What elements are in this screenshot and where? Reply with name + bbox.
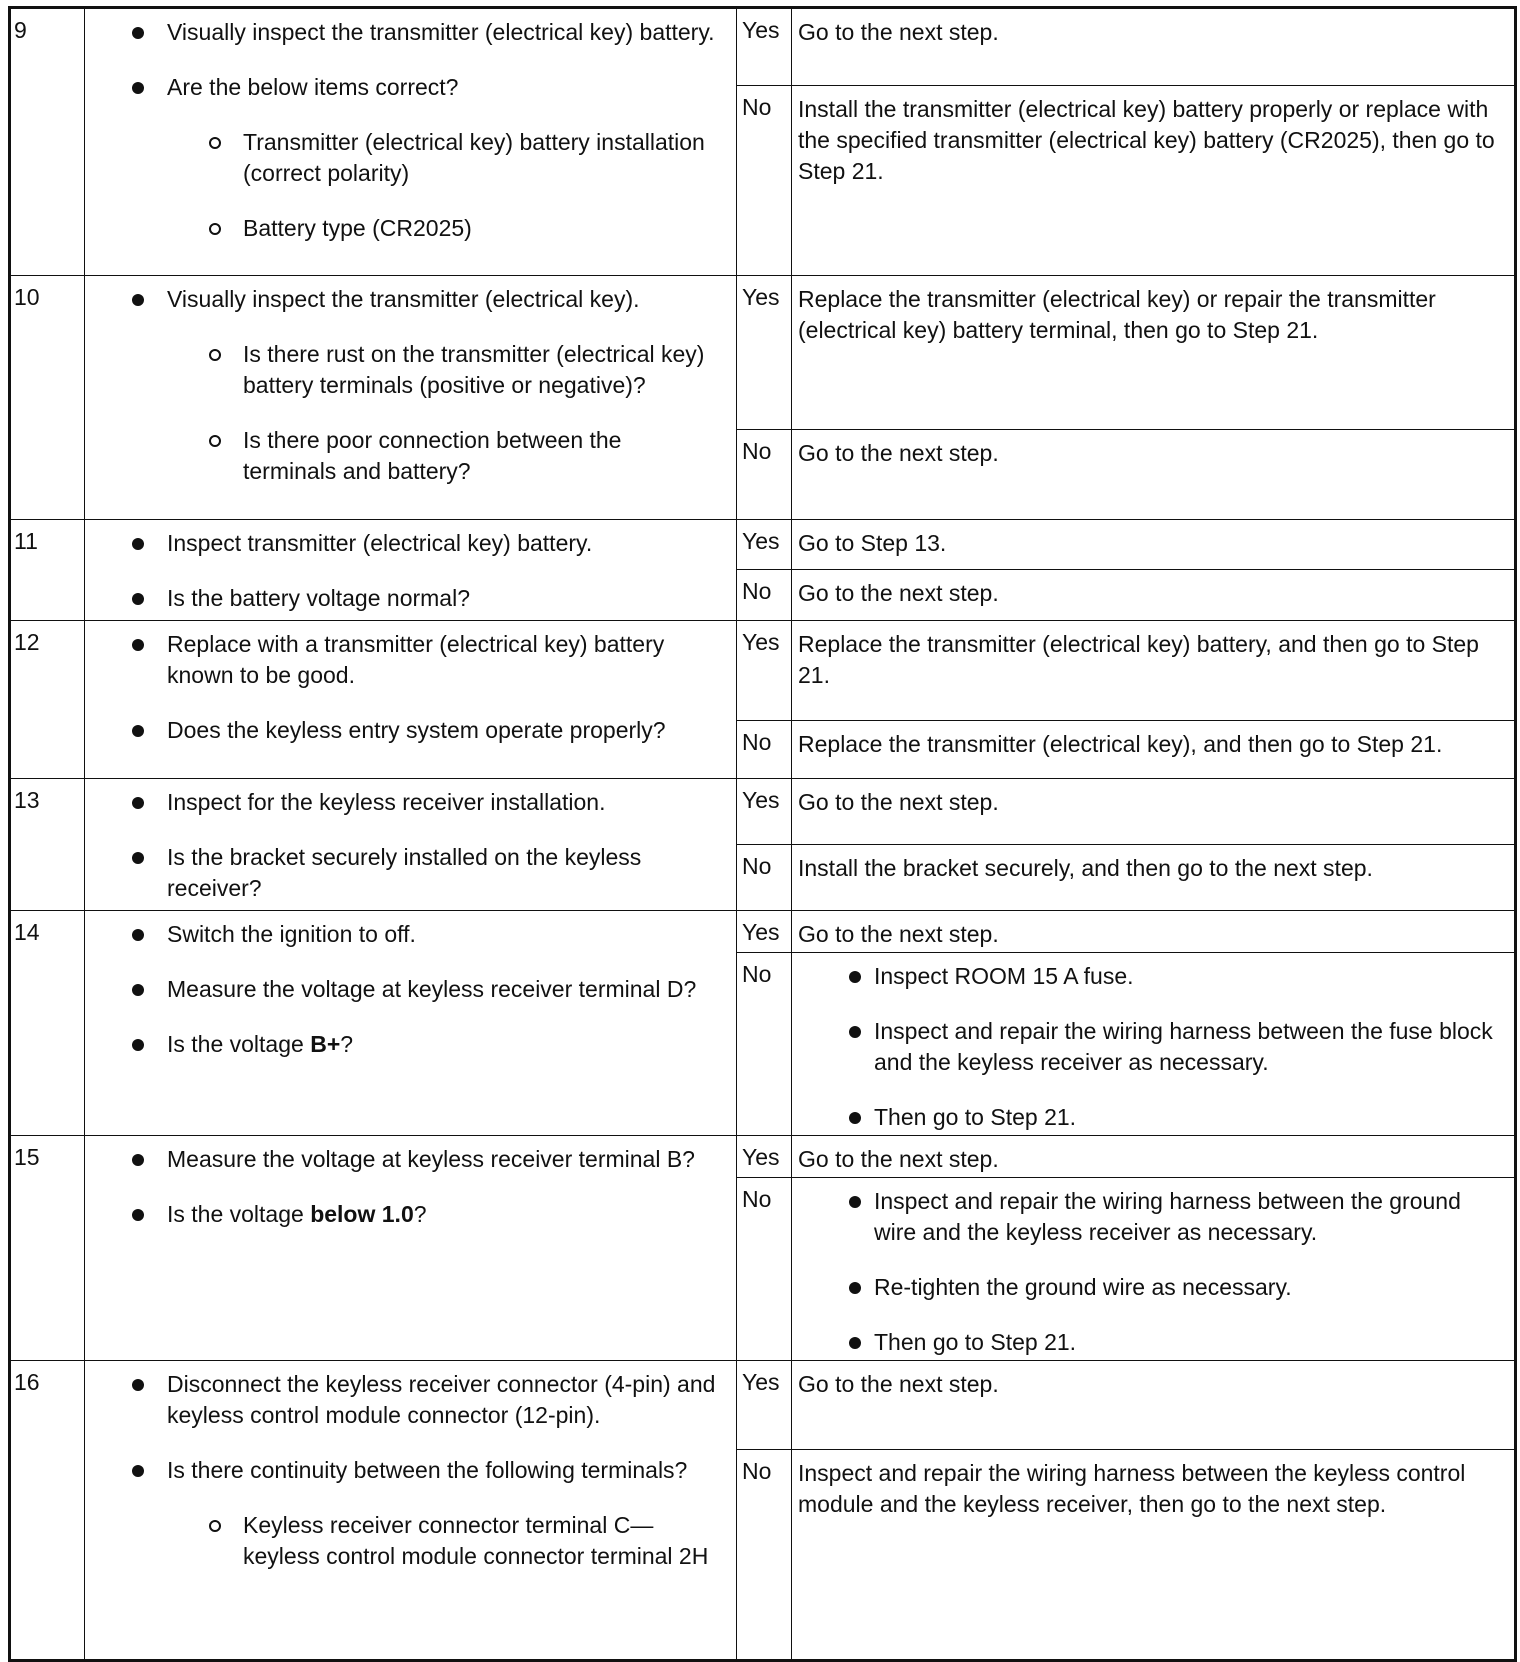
circle-bullet-icon bbox=[209, 1520, 221, 1532]
bullet-icon bbox=[849, 1196, 861, 1208]
list-item bbox=[798, 1016, 1502, 1078]
bullet-icon bbox=[132, 1209, 144, 1221]
sub-list-item bbox=[85, 339, 720, 401]
table-row bbox=[10, 520, 1516, 570]
list-item bbox=[798, 1272, 1502, 1303]
list-item bbox=[85, 17, 720, 48]
answer-no: No bbox=[737, 1178, 792, 1361]
step-number: 14 bbox=[10, 911, 85, 1136]
inspection-text: ? bbox=[413, 1201, 427, 1227]
voltage-spec: below 1.0 bbox=[310, 1201, 414, 1227]
step-number: 9 bbox=[10, 8, 85, 276]
action-text: Then go to Step 21. bbox=[874, 1329, 1077, 1355]
action-text: Then go to Step 21. bbox=[874, 1104, 1077, 1130]
action-no: Go to the next step. bbox=[792, 430, 1516, 520]
answer-no: No bbox=[737, 953, 792, 1136]
bullet-icon bbox=[132, 1465, 144, 1477]
action-no bbox=[792, 953, 1516, 1136]
step-number: 11 bbox=[10, 520, 85, 621]
voltage-spec: B+ bbox=[310, 1031, 341, 1057]
bullet-icon bbox=[132, 1039, 144, 1051]
sub-list-item bbox=[85, 425, 720, 487]
answer-no: No bbox=[737, 430, 792, 520]
inspection-subtext: Battery type (CR2025) bbox=[243, 215, 472, 241]
inspection-text: Is the bracket securely installed on the keyless receiver? bbox=[167, 844, 642, 901]
table-row bbox=[10, 911, 1516, 953]
table-row bbox=[10, 1361, 1516, 1450]
inspection-text: ? bbox=[340, 1031, 354, 1057]
table-row bbox=[10, 779, 1516, 845]
bullet-icon bbox=[132, 1379, 144, 1391]
bullet-icon bbox=[849, 1026, 861, 1038]
bullet-icon bbox=[132, 27, 144, 39]
action-no: Go to the next step. bbox=[792, 569, 1516, 620]
inspection-cell bbox=[85, 621, 737, 779]
inspection-text: Is the voltage bbox=[167, 1031, 311, 1057]
inspection-cell bbox=[85, 1361, 737, 1661]
answer-yes: Yes bbox=[737, 621, 792, 721]
list-item bbox=[85, 1369, 720, 1431]
list-item bbox=[798, 1327, 1502, 1358]
list-item bbox=[85, 919, 720, 950]
action-yes: Replace the transmitter (electrical key) battery, and then go to Step 21. bbox=[792, 621, 1516, 721]
list-item bbox=[798, 961, 1502, 992]
action-no: Inspect and repair the wiring harness between the keyless control module and the keyless receiver, then go to the next step. bbox=[792, 1450, 1516, 1661]
inspection-text: Disconnect the keyless receiver connector (4-pin) and keyless control module connector (12-pin). bbox=[167, 1371, 716, 1428]
sub-list-item bbox=[85, 213, 720, 244]
answer-no: No bbox=[737, 86, 792, 276]
bullet-icon bbox=[849, 1282, 861, 1294]
action-yes: Go to the next step. bbox=[792, 1361, 1516, 1450]
answer-yes: Yes bbox=[737, 779, 792, 845]
list-item bbox=[85, 1199, 720, 1230]
answer-yes: Yes bbox=[737, 1361, 792, 1450]
inspection-text: Is there continuity between the following terminals? bbox=[167, 1457, 688, 1483]
inspection-text: Switch the ignition to off. bbox=[167, 921, 416, 947]
step-number: 16 bbox=[10, 1361, 85, 1661]
action-no: Replace the transmitter (electrical key), and then go to Step 21. bbox=[792, 721, 1516, 779]
action-text: Inspect ROOM 15 A fuse. bbox=[874, 963, 1134, 989]
bullet-icon bbox=[132, 1154, 144, 1166]
list-item bbox=[85, 1455, 720, 1572]
answer-no: No bbox=[737, 1450, 792, 1661]
step-number: 12 bbox=[10, 621, 85, 779]
circle-bullet-icon bbox=[209, 223, 221, 235]
inspection-cell bbox=[85, 8, 737, 276]
action-yes: Go to Step 13. bbox=[792, 520, 1516, 570]
inspection-cell bbox=[85, 1136, 737, 1361]
bullet-icon bbox=[132, 929, 144, 941]
sub-list-item bbox=[85, 1510, 720, 1572]
answer-yes: Yes bbox=[737, 8, 792, 86]
list-item bbox=[798, 1186, 1502, 1248]
inspection-text: Inspect for the keyless receiver installation. bbox=[167, 789, 606, 815]
sub-list-item bbox=[85, 127, 720, 189]
list-item bbox=[85, 583, 720, 614]
list-item bbox=[85, 1029, 720, 1060]
list-item bbox=[85, 974, 720, 1005]
action-no: Install the transmitter (electrical key) battery properly or replace with the specified transmitter (electrical key) battery (CR2025), then go to Step 21. bbox=[792, 86, 1516, 276]
action-yes: Replace the transmitter (electrical key) or repair the transmitter (electrical key) battery terminal, then go to Step 21. bbox=[792, 276, 1516, 430]
answer-no: No bbox=[737, 845, 792, 911]
table-row bbox=[10, 621, 1516, 721]
action-text: Re-tighten the ground wire as necessary. bbox=[874, 1274, 1292, 1300]
list-item bbox=[85, 715, 720, 746]
bullet-icon bbox=[849, 971, 861, 983]
diagnostic-table bbox=[8, 6, 1517, 1662]
circle-bullet-icon bbox=[209, 435, 221, 447]
step-number: 13 bbox=[10, 779, 85, 911]
table-row bbox=[10, 276, 1516, 430]
list-item bbox=[85, 842, 720, 904]
circle-bullet-icon bbox=[209, 137, 221, 149]
inspection-text: Measure the voltage at keyless receiver terminal D? bbox=[167, 976, 697, 1002]
inspection-cell bbox=[85, 520, 737, 621]
bullet-icon bbox=[132, 639, 144, 651]
list-item bbox=[85, 787, 720, 818]
action-no: Install the bracket securely, and then go to the next step. bbox=[792, 845, 1516, 911]
inspection-subtext: Is there poor connection between the terminals and battery? bbox=[243, 427, 622, 484]
table-row bbox=[10, 8, 1516, 86]
answer-no: No bbox=[737, 721, 792, 779]
list-item bbox=[85, 1144, 720, 1175]
action-text: Inspect and repair the wiring harness between the fuse block and the keyless receiver as necessary. bbox=[874, 1018, 1493, 1075]
inspection-text: Visually inspect the transmitter (electrical key). bbox=[167, 286, 640, 312]
bullet-icon bbox=[132, 984, 144, 996]
step-number: 10 bbox=[10, 276, 85, 520]
list-item bbox=[85, 629, 720, 691]
list-item bbox=[85, 72, 720, 244]
inspection-text: Is the voltage bbox=[167, 1201, 311, 1227]
action-yes: Go to the next step. bbox=[792, 8, 1516, 86]
answer-no: No bbox=[737, 569, 792, 620]
answer-yes: Yes bbox=[737, 1136, 792, 1178]
inspection-subtext: Transmitter (electrical key) battery installation (correct polarity) bbox=[243, 129, 705, 186]
bullet-icon bbox=[132, 538, 144, 550]
inspection-text: Are the below items correct? bbox=[167, 74, 459, 100]
bullet-icon bbox=[132, 797, 144, 809]
circle-bullet-icon bbox=[209, 349, 221, 361]
bullet-icon bbox=[849, 1337, 861, 1349]
bullet-icon bbox=[132, 725, 144, 737]
answer-yes: Yes bbox=[737, 276, 792, 430]
inspection-text: Does the keyless entry system operate properly? bbox=[167, 717, 666, 743]
table-row bbox=[10, 1136, 1516, 1178]
action-yes: Go to the next step. bbox=[792, 1136, 1516, 1178]
step-number: 15 bbox=[10, 1136, 85, 1361]
inspection-text: Visually inspect the transmitter (electrical key) battery. bbox=[167, 19, 715, 45]
bullet-icon bbox=[849, 1112, 861, 1124]
inspection-cell bbox=[85, 779, 737, 911]
bullet-icon bbox=[132, 294, 144, 306]
answer-yes: Yes bbox=[737, 911, 792, 953]
inspection-subtext: Keyless receiver connector terminal C—keyless control module connector terminal 2H bbox=[243, 1512, 709, 1569]
inspection-text: Measure the voltage at keyless receiver terminal B? bbox=[167, 1146, 695, 1172]
action-yes: Go to the next step. bbox=[792, 911, 1516, 953]
list-item bbox=[798, 1102, 1502, 1133]
answer-yes: Yes bbox=[737, 520, 792, 570]
diagnostic-procedure-sheet bbox=[8, 6, 1514, 1653]
action-yes: Go to the next step. bbox=[792, 779, 1516, 845]
list-item bbox=[85, 284, 720, 487]
inspection-text: Is the battery voltage normal? bbox=[167, 585, 470, 611]
list-item bbox=[85, 528, 720, 559]
bullet-icon bbox=[132, 852, 144, 864]
action-text: Inspect and repair the wiring harness between the ground wire and the keyless receiver as necessary. bbox=[874, 1188, 1461, 1245]
inspection-subtext: Is there rust on the transmitter (electrical key) battery terminals (positive or negative)? bbox=[243, 341, 705, 398]
bullet-icon bbox=[132, 593, 144, 605]
inspection-cell bbox=[85, 276, 737, 520]
bullet-icon bbox=[132, 82, 144, 94]
inspection-cell bbox=[85, 911, 737, 1136]
inspection-text: Inspect transmitter (electrical key) battery. bbox=[167, 530, 593, 556]
inspection-text: Replace with a transmitter (electrical key) battery known to be good. bbox=[167, 631, 665, 688]
action-no bbox=[792, 1178, 1516, 1361]
